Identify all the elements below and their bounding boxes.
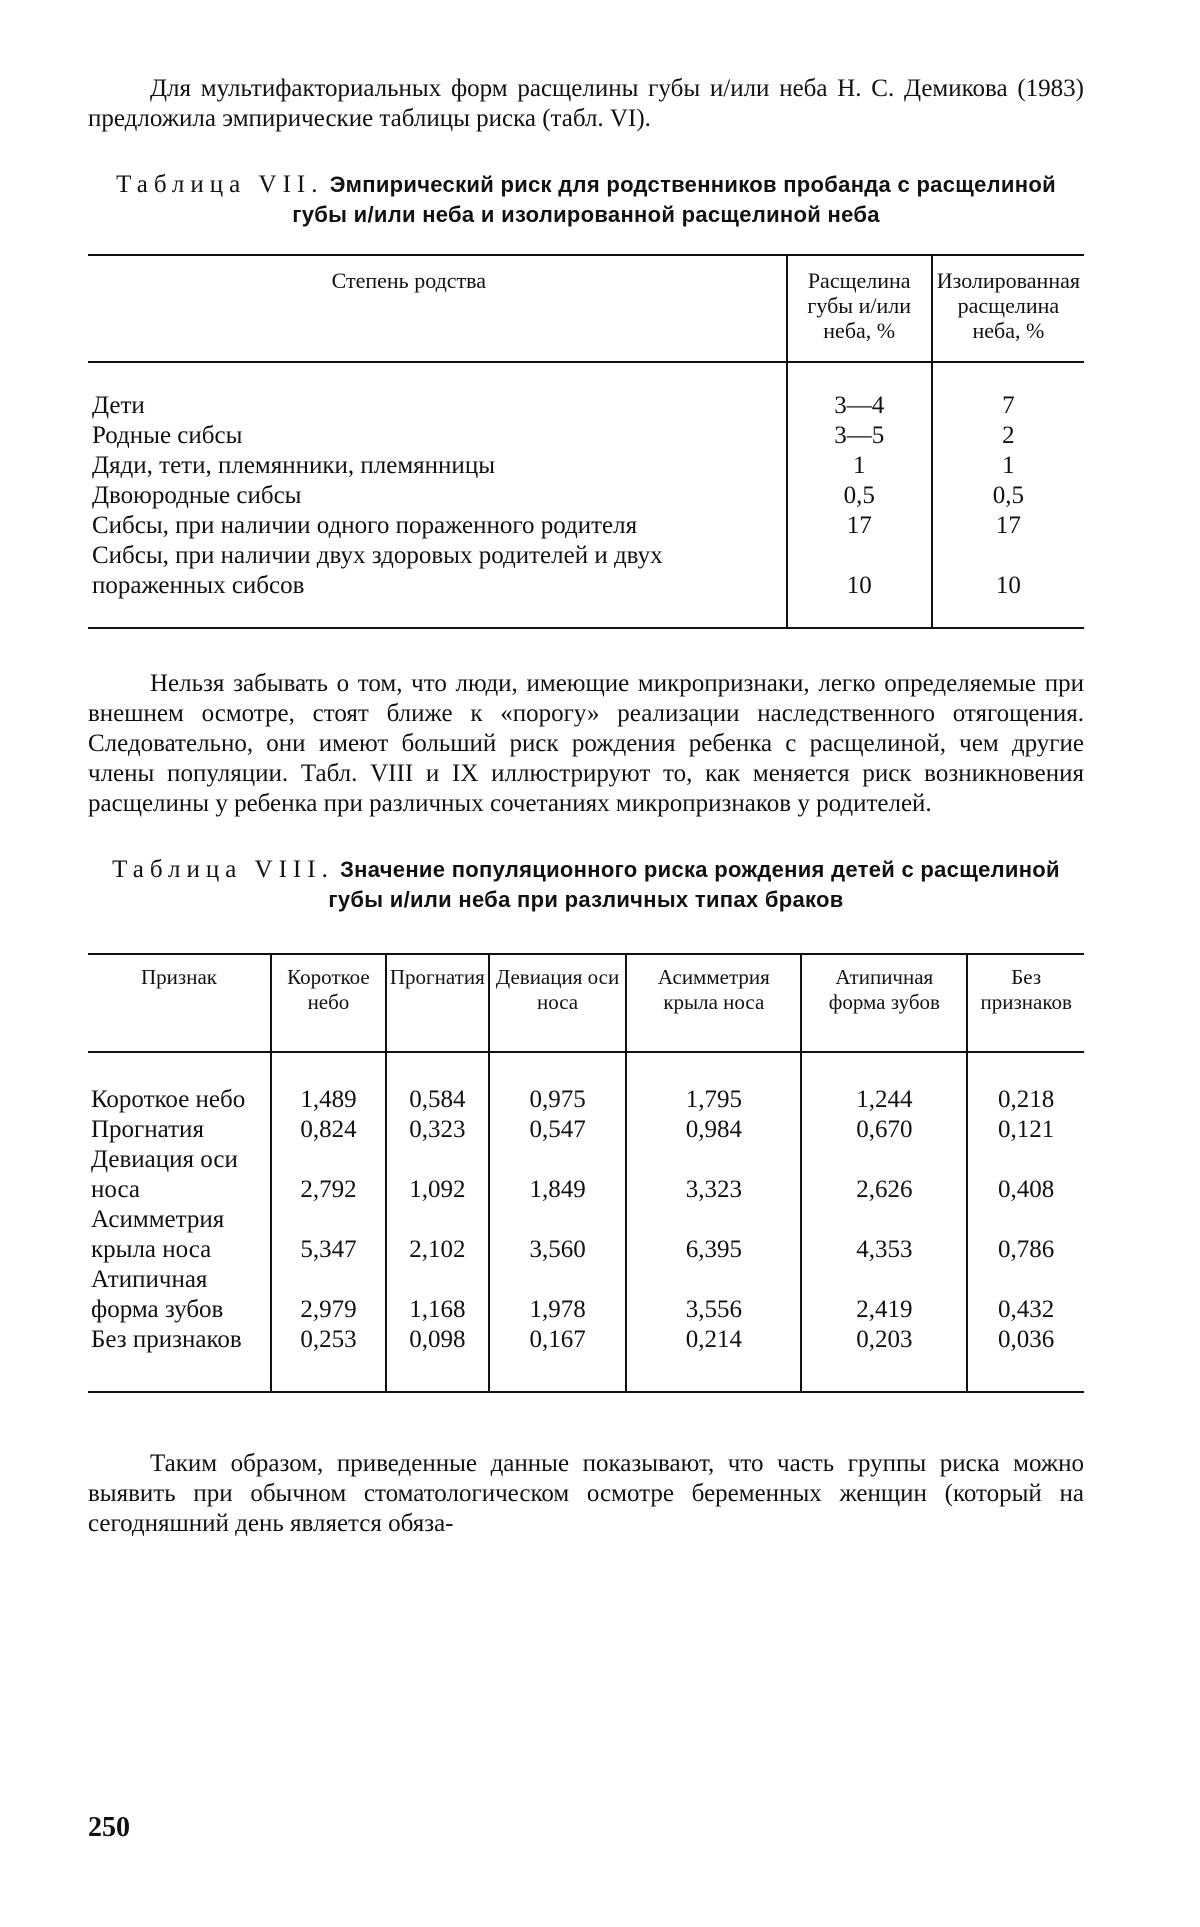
table-7-header-relation: Степень родства [88,255,787,362]
table-row [88,1115,1084,1145]
table-cell: Родные сибсы [92,422,243,449]
table-cell: 0,824 [271,1115,386,1145]
table-8-header-trait: Признак [88,954,271,1052]
table-cell: 7 [932,362,1084,421]
table-cell: 1 [932,451,1084,481]
table-cell: 0,432 [967,1265,1084,1325]
table-8-header-no-traits: Без признаков [967,954,1084,1052]
page-number: 250 [88,1812,130,1843]
table-8-caption-title: Значение популяционного риска рождения детей с расщелиной губы и/или неба при различных типах браков [328,857,1060,912]
table-cell: 1,092 [386,1145,489,1205]
table-cell: 0,5 [787,481,932,511]
table-row-label: Асимметрия крыла носа [91,1206,225,1263]
table-cell: 0,098 [386,1325,489,1392]
table-row-label: Без признаков [91,1326,242,1353]
table-cell: 10 [932,541,1084,628]
table-cell: 1,978 [489,1265,627,1325]
table-cell: 4,353 [801,1205,967,1265]
table-cell: 0,5 [932,481,1084,511]
table-cell: 0,036 [967,1325,1084,1392]
table-cell: 1 [787,451,932,481]
table-cell: 3—4 [787,362,932,421]
table-cell: 2,626 [801,1145,967,1205]
table-cell: Дяди, тети, племянники, племянницы [92,452,495,479]
table-cell: Сибсы, при наличии двух здоровых родителей и двух пораженных сибсов [92,542,663,599]
table-row [88,451,1084,481]
table-cell: 5,347 [271,1205,386,1265]
table-cell: 0,408 [967,1145,1084,1205]
table-cell: Сибсы, при наличии одного пораженного родителя [92,512,638,539]
table-cell: 3,323 [626,1145,801,1205]
table-cell: 0,323 [386,1115,489,1145]
table-row [88,1145,1084,1205]
table-7-header-row [88,255,1084,362]
table-8-header-prognathia: Прогнатия [386,954,489,1052]
table-row [88,1265,1084,1325]
table-7 [88,254,1084,629]
table-row [88,1325,1084,1392]
table-cell: 2,419 [801,1265,967,1325]
page-content [88,74,1084,1539]
table-cell: 3,556 [626,1265,801,1325]
table-8-header-short-palate: Короткое небо [271,954,386,1052]
table-8-caption-prefix: Таблица VIII. [112,856,334,883]
table-row [88,541,1084,628]
table-cell: 0,975 [489,1052,627,1115]
table-7-header-isolated-cleft: Изолированная расщелина неба, % [932,255,1084,362]
table-row [88,481,1084,511]
table-7-caption [88,170,1084,230]
table-row-label: Атипичная форма зубов [91,1266,224,1323]
table-cell: 0,984 [626,1115,801,1145]
table-cell: 1,244 [801,1052,967,1115]
table-7-caption-title: Эмпирический риск для родственников пробанда с расщелиной губы и/или неба и изолированной расщелиной неба [292,172,1056,227]
table-cell: 0,218 [967,1052,1084,1115]
table-8-header-row [88,954,1084,1052]
table-cell: 0,121 [967,1115,1084,1145]
table-cell: 0,167 [489,1325,627,1392]
table-row-label: Короткое небо [91,1086,246,1113]
closing-paragraph: Таким образом, приведенные данные показывают, что часть группы риска можно выявить при обычном стоматологическом осмотре беременных женщин (который на сегодняшний день является обяза- [88,1450,1084,1537]
table-7-header-cleft-lip: Расщелина губы и/или неба, % [787,255,932,362]
table-cell: 2,792 [271,1145,386,1205]
table-row [88,511,1084,541]
table-row [88,362,1084,421]
table-8-header-nose-asymmetry: Асимметрия крыла носа [626,954,801,1052]
table-8-header-nose-deviation: Девиация оси носа [489,954,627,1052]
table-cell: 3,560 [489,1205,627,1265]
table-cell: 0,584 [386,1052,489,1115]
table-cell: 1,168 [386,1265,489,1325]
table-row-label: Прогнатия [91,1116,204,1143]
table-cell: 0,786 [967,1205,1084,1265]
table-8 [88,953,1084,1393]
table-cell: 1,849 [489,1145,627,1205]
table-cell: Двоюродные сибсы [92,482,302,509]
table-cell: 3—5 [787,421,932,451]
table-cell: 1,795 [626,1052,801,1115]
table-cell: 2,102 [386,1205,489,1265]
table-cell: Дети [92,392,145,419]
table-row [88,1205,1084,1265]
table-cell: 0,253 [271,1325,386,1392]
table-8-header-atypical-teeth: Атипичная форма зубов [801,954,967,1052]
table-row [88,421,1084,451]
table-cell: 2 [932,421,1084,451]
table-7-caption-prefix: Таблица VII. [116,171,324,198]
table-8-caption [88,855,1084,915]
intro-paragraph: Для мультифакториальных форм расщелины губы и/или неба Н. С. Демикова (1983) предложила эмпирические таблицы риска (табл. VI). [88,75,1084,132]
table-cell: 1,489 [271,1052,386,1115]
table-cell: 0,214 [626,1325,801,1392]
table-row [88,1052,1084,1115]
table-cell: 17 [932,511,1084,541]
table-cell: 0,670 [801,1115,967,1145]
table-cell: 2,979 [271,1265,386,1325]
body-paragraph: Нельзя забывать о том, что люди, имеющие микропризнаки, легко определяемые при внешнем осмотре, стоят ближе к «порогу» реализации наследственного отягощения. Следовательно, они имеют больший риск рождения ребенка с расщелиной, чем другие члены популяции. Табл. VIII и IX иллюстрируют то, как меняется риск возникновения расщелины у ребенка при различных сочетаниях микропризнаков у родителей. [88,670,1084,817]
table-cell: 0,547 [489,1115,627,1145]
table-row-label: Девиация оси носа [91,1146,238,1203]
table-cell: 10 [787,541,932,628]
table-cell: 0,203 [801,1325,967,1392]
table-cell: 6,395 [626,1205,801,1265]
table-cell: 17 [787,511,932,541]
